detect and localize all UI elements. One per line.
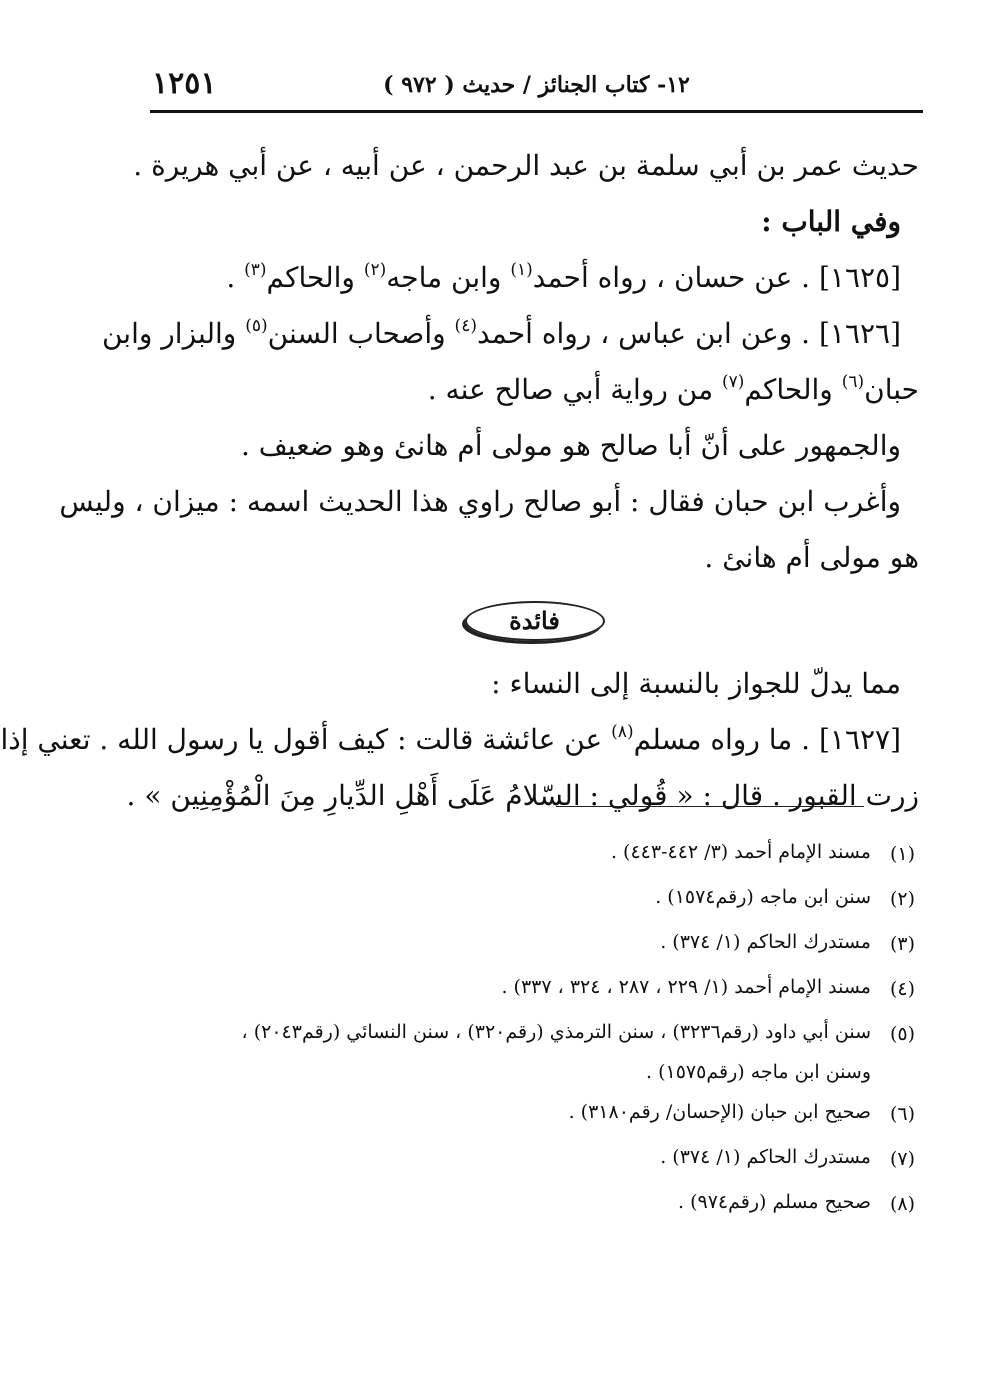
faida-label: فائدة: [465, 601, 605, 641]
footnote-ref: (٤): [454, 316, 477, 336]
footnote-number: (٧): [889, 1148, 915, 1170]
chapter-title: ١٢- كتاب الجنائز / حديث ( ٩٧٢ ): [383, 72, 690, 98]
footnote-number: (٨): [889, 1193, 915, 1215]
footnote-text: مسند الإمام أحمد (٣/ ٤٤٢-٤٤٣) .: [610, 841, 871, 863]
text-line-9: مما يدلّ للجواز بالنسبة إلى النساء :: [491, 667, 901, 700]
footnote-text: صحيح ابن حبان (الإحسان/ رقم٣١٨٠) .: [568, 1101, 871, 1123]
footnote-item: [150, 1012, 915, 1092]
text-line-10: [١٦٢٧] . ما رواه مسلم$^{(٨)}$ عن عائشة قالت : كيف أقول يا رسول الله . تعني إذا: [0, 722, 901, 756]
text-line-5: حبان$^{(٦)}$ والحاكم$^{(٧)}$ من رواية أبي صالح عنه .: [427, 372, 919, 406]
footnote-ref: (٨): [611, 722, 634, 742]
footnote-item: [150, 967, 915, 1012]
footnote-text: مستدرك الحاكم (١/ ٣٧٤) .: [660, 1146, 871, 1168]
footnote-separator: [556, 806, 864, 807]
text-line-11: زرت القبور . قال : « قُولي : السّلامُ عَلَى أَهْلِ الدِّيارِ مِنَ الْمُؤْمِنِين » .: [126, 779, 919, 812]
footnote-number: (١): [889, 843, 915, 865]
footnote-ref: (٣): [244, 260, 267, 280]
footnote-number: (٥): [889, 1023, 915, 1045]
text-line-4: [١٦٢٦] . وعن ابن عباس ، رواه أحمد$^{(٤)}$ وأصحاب السنن$^{(٥)}$ والبزار وابن: [101, 316, 901, 350]
footnote-number: (٦): [889, 1103, 915, 1125]
text-line-6: والجمهور على أنّ أبا صالح هو مولى أم هانئ وهو ضعيف .: [240, 429, 901, 462]
text-line-1: حديث عمر بن أبي سلمة بن عبد الرحمن ، عن أبيه ، عن أبي هريرة .: [133, 149, 919, 182]
footnotes: [150, 832, 915, 1227]
footnote-ref: (٥): [245, 316, 268, 336]
faida-banner: [150, 586, 919, 656]
text-line-8: هو مولى أم هانئ .: [704, 541, 919, 574]
footnote-item: [150, 1092, 915, 1137]
footnote-item: [150, 922, 915, 967]
footnote-item: [150, 1137, 915, 1182]
text-line-7: وأغرب ابن حبان فقال : أبو صالح راوي هذا الحديث اسمه : ميزان ، وليس: [59, 485, 901, 518]
footnote-number: (٣): [889, 933, 915, 955]
footnote-item: [150, 1182, 915, 1227]
footnote-item: [150, 877, 915, 922]
footnote-ref: (٦): [841, 372, 865, 392]
footnote-text: مستدرك الحاكم (١/ ٣٧٤) .: [660, 931, 871, 953]
footnote-number: (٢): [889, 888, 915, 910]
footnote-ref: (١): [510, 260, 533, 280]
footnote-text: سنن ابن ماجه (رقم١٥٧٤) .: [655, 886, 871, 908]
footnote-item: [150, 832, 915, 877]
text-line-3: [١٦٢٥] . عن حسان ، رواه أحمد$^{(١)}$ وابن ماجه$^{(٢)}$ والحاكم$^{(٣)}$ .: [226, 260, 901, 294]
footnote-number: (٤): [889, 978, 915, 1000]
page-number: ١٢٥١: [152, 66, 217, 101]
footnote-ref: (٧): [721, 372, 745, 392]
footnote-text-continued: وسنن ابن ماجه (رقم١٥٧٥) .: [646, 1061, 871, 1083]
footnote-text: سنن أبي داود (رقم٣٢٣٦) ، سنن الترمذي (رقم٣٢٠) ، سنن النسائي (رقم٢٠٤٣) ،: [241, 1021, 871, 1043]
footnote-text: مسند الإمام أحمد (١/ ٢٢٩ ، ٢٨٧ ، ٣٢٤ ، ٣٣٧) .: [501, 976, 871, 998]
footnote-ref: (٢): [363, 260, 387, 280]
page-header: [150, 62, 923, 113]
main-text: [0, 138, 919, 824]
section-heading: وفي الباب :: [761, 205, 901, 238]
footnote-text: صحيح مسلم (رقم٩٧٤) .: [678, 1191, 871, 1213]
